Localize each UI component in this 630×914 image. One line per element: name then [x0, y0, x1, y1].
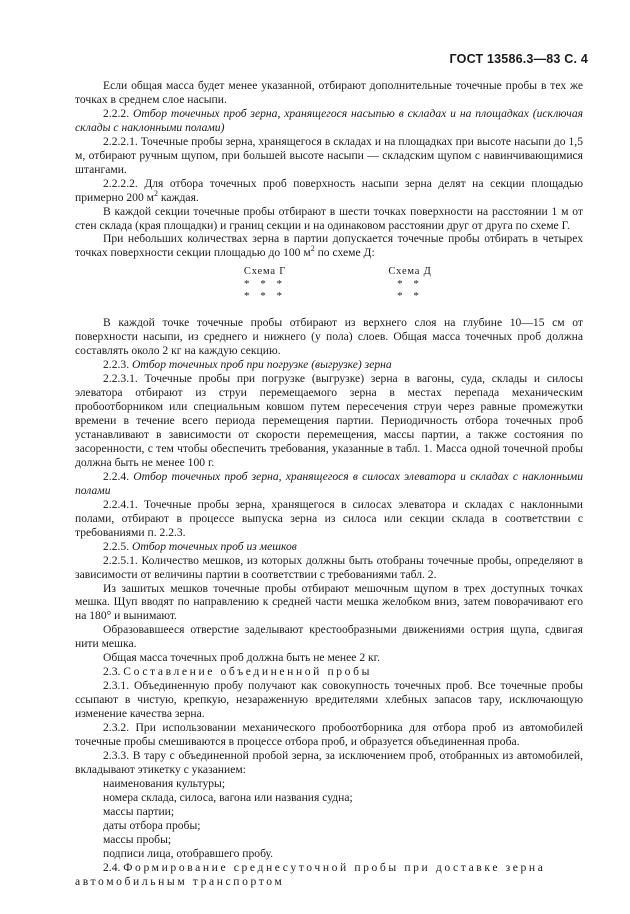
- section-title: Отбор точечных проб при погрузке (выгрузке) зерна: [132, 358, 392, 372]
- paragraph-text: каждая.: [158, 190, 199, 204]
- section-title: Отбор точечных проб зерна, хранящегося насыпью в складах и на площадках (исключая склады с наклонными полами): [75, 106, 584, 134]
- paragraph: 2.3.3. В тару с объединенной пробой зерна, за исключением проб, отобранных из автомобилей, вкладывают этикетку с указанием:: [75, 748, 583, 776]
- paragraph: Если общая масса будет менее указанной, отбирают дополнительные точечные пробы в тех же точках в среднем слое насыпи.: [75, 79, 583, 106]
- list-item: даты отбора пробы;: [103, 818, 201, 832]
- list-item: номера склада, силоса, вагона или названия судна;: [103, 790, 353, 804]
- list-item: наименования культуры;: [103, 776, 226, 790]
- scheme-g: [230, 266, 300, 302]
- section-number: 2.2.5.: [103, 539, 130, 553]
- paragraph: 2.2.2.1. Точечные пробы зерна, хранящегося в складах и на площадках при высоте насыпи до 1,5 м, отбирают ручным щупом, при большей высоте насыпи — складским щупом с навинчивающимися штангами.: [75, 134, 583, 176]
- scheme-title: Схема Д: [388, 266, 432, 278]
- scheme-row: * *: [397, 278, 423, 291]
- paragraph: [75, 232, 583, 260]
- scheme-row: * * *: [244, 278, 286, 291]
- document-body: [75, 79, 583, 888]
- section-heading: [75, 358, 583, 372]
- scheme-d: [375, 266, 445, 302]
- paragraph: [75, 177, 583, 205]
- section-number: 2.2.3.: [103, 358, 130, 372]
- section-heading: [75, 470, 583, 498]
- section-title: Отбор точечных проб зерна, хранящегося в силосах элеватора и складах с наклонными полами: [75, 469, 583, 497]
- scheme-row: * *: [397, 290, 423, 303]
- superscript: 2: [310, 244, 315, 254]
- section-title: Отбор точечных проб из мешков: [132, 539, 297, 553]
- paragraph: Из зашитых мешков точечные пробы отбирают мешочным щупом в трех доступных точках мешка. Щуп вводят по направлению к средней части мешка желобком вниз, затем поворачивают его на 180° и вынимают.: [75, 581, 583, 623]
- section-heading: [75, 665, 583, 679]
- paragraph: В каждой секции точечные пробы отбирают в шести точках поверхности на расстоянии 1 м от стен склада (края площадки) и границ секции и на одинаковом расстоянии друг от друга по схеме Г.: [75, 204, 583, 232]
- paragraph: 2.3.2. При использовании механического пробоотборника для отбора проб из автомобилей точечные пробы смешиваются в процессе отбора проб, и образуется объединенная проба.: [75, 721, 583, 748]
- section-number: 2.4.: [103, 860, 121, 874]
- superscript: 2: [154, 188, 159, 198]
- paragraph: 2.3.1. Объединенную пробу получают как совокупность точечных проб. Все точечные пробы ссыпают в чистую, крепкую, незараженную вредителями хлебных запасов тару, исключающую изменение качества зерна.: [75, 679, 583, 721]
- paragraph-text: по схеме Д:: [314, 246, 375, 260]
- section-heading: [75, 861, 583, 889]
- list-item: массы пробы;: [103, 832, 172, 846]
- section-heading: [75, 107, 583, 135]
- paragraph: 2.2.4.1. Точечные пробы зерна, хранящегося в силосах элеватора и складах с наклонными полами, отбирают в процессе выпуска зерна из силоса или секции склада в соответствии с требованиями п. 2.2.3.: [75, 497, 583, 539]
- paragraph: 2.2.3.1. Точечные пробы при погрузке (выгрузке) зерна в вагоны, суда, склады и силосы элеватора отбирают из струи перемещаемого зерна в местах перепада механическим пробоотборником или специальным ковшом путем пересечения струи через равные промежутки времени в течение всего периода перемещения партии. Периодичность отбора точечных проб устанавливают в зависимости от скорости перемещения, массы партии, а также состояния по засоренности, с тем чтобы обеспечить требования, указанные в табл. 1. Масса одной точечной пробы должна быть не менее 100 г.: [75, 372, 583, 469]
- section-title: Формирование среднесуточной пробы при доставке зерна автомобильным транспортом: [75, 860, 546, 888]
- sampling-schemes: [75, 266, 583, 312]
- section-number: 2.2.2.: [103, 106, 130, 120]
- scheme-title: Схема Г: [243, 266, 287, 278]
- section-number: 2.3.: [103, 665, 121, 679]
- paragraph: Образовавшееся отверстие заделывают крестообразными движениями острия щупа, сдвигая нити мешка.: [75, 623, 583, 651]
- list-item: массы партии;: [103, 804, 175, 818]
- scheme-row: * * *: [244, 290, 286, 303]
- paragraph-text: 2.2.2.2. Для отбора точечных проб поверхность насыпи зерна делят на секции площадью примерно 200 м: [75, 176, 583, 204]
- section-number: 2.2.4.: [103, 469, 130, 483]
- page-header: ГОСТ 13586.3—83 С. 4: [449, 52, 588, 66]
- section-title: Составление объединенной пробы: [123, 665, 372, 679]
- paragraph: В каждой точке точечные пробы отбирают из верхнего слоя на глубине 10—15 см от поверхности насыпи, из среднего и нижнего (у пола) слоев. Общая масса точечных проб должна составлять около 2 кг на каждую секцию.: [75, 316, 583, 358]
- paragraph: Общая масса точечных проб должна быть не менее 2 кг.: [103, 651, 380, 665]
- list-item: подписи лица, отобравшего пробу.: [103, 846, 274, 860]
- paragraph-text: При небольших количествах зерна в партии допускается точечные пробы отбирать в четырех точках поверхности секции площадью до 100 м: [75, 232, 583, 260]
- paragraph: 2.2.5.1. Количество мешков, из которых должны быть отобраны точечные пробы, определяют в зависимости от величины партии в соответствии с требованиями табл. 2.: [75, 553, 583, 581]
- section-heading: [75, 540, 583, 554]
